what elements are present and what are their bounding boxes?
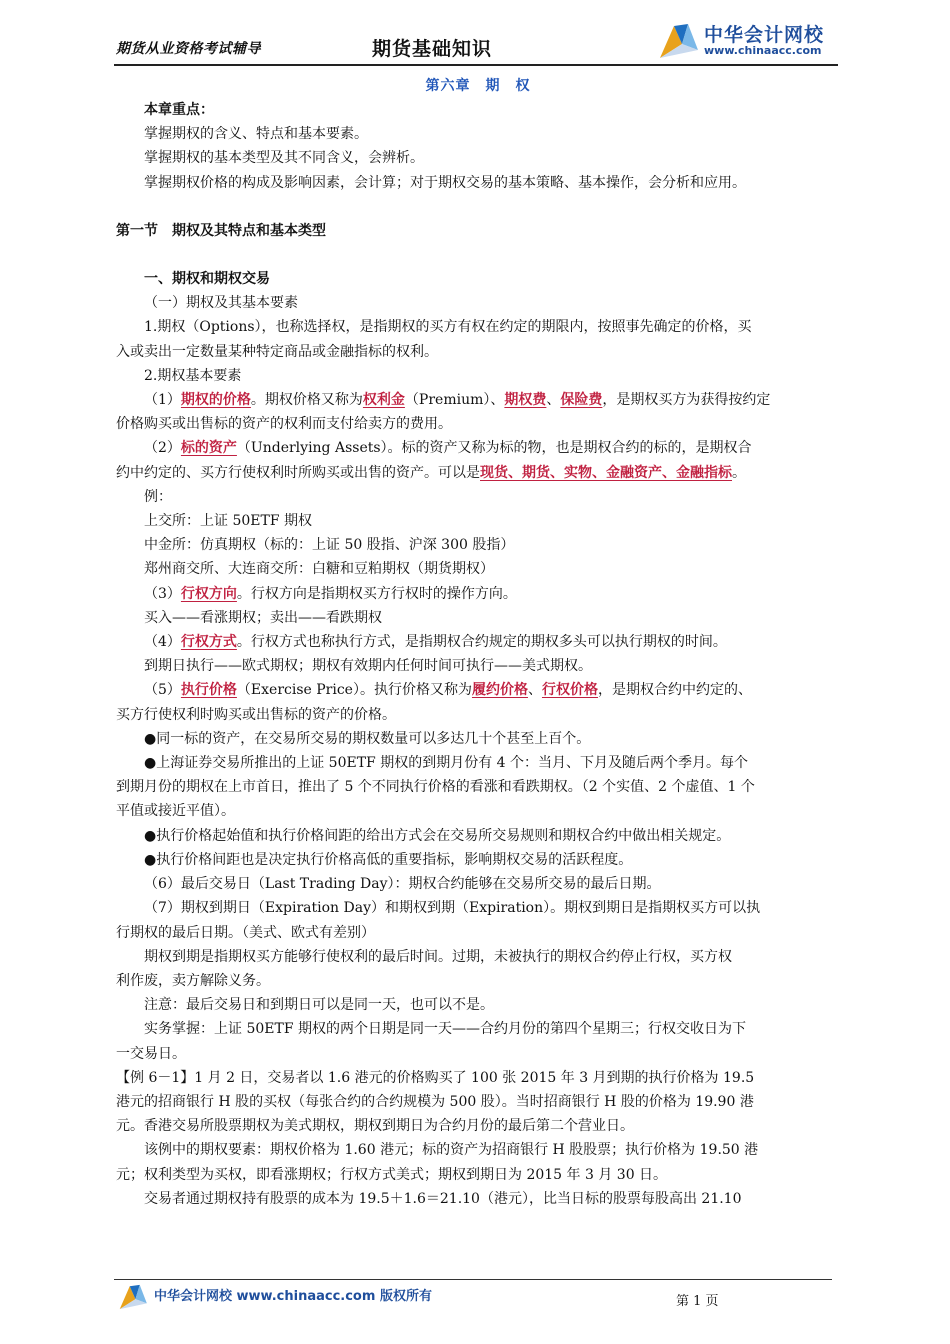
page-number: 第 1 页 xyxy=(676,1294,719,1309)
paragraph-line: 入或卖出一定数量某种特定商品或金融指标的权利。 xyxy=(116,343,438,360)
key-point: 掌握期权价格的构成及影响因素，会计算；对于期权交易的基本策略、基本操作，会分析和应用。 xyxy=(144,174,746,191)
keyword: 期权的价格 xyxy=(180,392,251,409)
keyword: 标的资产 xyxy=(180,440,237,457)
element-2-line: （2）标的资产（Underlying Assets）。标的资产又称为标的物，也是期权合约的标的，是期权合 xyxy=(144,440,752,457)
paragraph-line: 期权到期是指期权买方能够行使权利的最后时间。过期，未被执行的期权合约停止行权，买方权 xyxy=(144,948,732,965)
keyword: 期权费 xyxy=(504,392,547,409)
note-line: 注意：最后交易日和到期日可以是同一天，也可以不是。 xyxy=(144,997,494,1014)
example-line: 郑州商交所、大连商交所：白糖和豆粕期权（期货期权） xyxy=(144,561,494,578)
paragraph-line: 实务掌握：上证 50ETF 期权的两个日期是同一天——合约月份的第四个星期三；行权交收日为下 xyxy=(144,1021,746,1038)
section-title: 第一节 期权及其特点和基本类型 xyxy=(116,222,326,239)
bullet-line: ●执行价格起始值和执行价格间距的给出方式会在交易所交易规则和期权合约中做出相关规定。 xyxy=(144,827,731,844)
example-label: 例： xyxy=(144,488,172,505)
keyword: 行权方向 xyxy=(180,585,237,602)
header-divider xyxy=(114,64,838,66)
header-logo-url: www.chinaacc.com xyxy=(704,44,822,57)
keyword: 保险费 xyxy=(560,392,603,409)
element-5-line: （5）执行价格（Exercise Price）。执行价格又称为履约价格、行权价格，是期权合约中约定的、 xyxy=(144,682,752,699)
element-1-line: 价格购买或出售标的资产的权利而支付给卖方的费用。 xyxy=(116,416,452,433)
subsection-subtitle: （一）期权及其基本要素 xyxy=(144,295,298,312)
paragraph-line: 该例中的期权要素：期权价格为 1.60 港元；标的资产为招商银行 H 股股票；执行价格为 19.50 港 xyxy=(144,1142,759,1159)
keyword: 行权价格 xyxy=(541,682,598,699)
page-header xyxy=(114,18,838,66)
element-6-line: （6）最后交易日（Last Trading Day）：期权合约能够在交易所交易的最后日期。 xyxy=(144,876,661,893)
element-4-note: 到期日执行——欧式期权；期权有效期内任何时间可执行——美式期权。 xyxy=(144,658,592,675)
bullet-line: ●同一标的资产，在交易所交易的期权数量可以多达几十个甚至上百个。 xyxy=(144,730,591,747)
subsection-title: 一、期权和期权交易 xyxy=(144,271,270,288)
footer-divider xyxy=(114,1279,832,1280)
element-3-note: 买入——看涨期权；卖出——看跌期权 xyxy=(144,609,382,626)
chinaacc-logo-icon xyxy=(118,1282,150,1312)
bullet-line: 到期月份的期权在上市首日，推出了 5 个不同执行价格的看涨和看跌期权。（2 个实值、2 个虚值、1 个 xyxy=(116,779,755,796)
element-7-line: 行期权的最后日期。（美式、欧式有差别） xyxy=(116,924,375,941)
element-5-line: 买方行使权利时购买或出售标的资产的价格。 xyxy=(116,706,396,723)
element-2-line: 约中约定的、买方行使权利时所购买或出售的资产。可以是现货、期货、实物、金融资产、金融指标。 xyxy=(116,464,746,481)
bullet-line: 平值或接近平值）。 xyxy=(116,803,235,820)
chapter-title: 第六章 期 权 xyxy=(425,78,531,94)
keyword: 现货、期货、实物、金融资产、金融指标 xyxy=(480,464,732,481)
example-6-1-line: 【例 6－1】1 月 2 日，交易者以 1.6 港元的价格购买了 100 张 2015 年 3 月到期的执行价格为 19.5 xyxy=(116,1069,755,1086)
example-6-1-line: 元。香港交易所股票期权为美式期权，期权到期日为合约月份的最后第二个营业日。 xyxy=(116,1118,634,1135)
header-logo xyxy=(658,18,838,64)
element-3-line: （3）行权方向。行权方向是指期权买方行权时的操作方向。 xyxy=(144,585,517,602)
key-point: 掌握期权的基本类型及其不同含义，会辨析。 xyxy=(144,150,424,167)
document-body xyxy=(116,74,840,1211)
key-points-title: 本章重点： xyxy=(144,102,214,118)
element-7-line: （7）期权到期日（Expiration Day）和期权到期（Expiration）。期权到期日是指期权买方可以执 xyxy=(144,900,761,917)
page-footer xyxy=(114,1276,838,1316)
header-course: 期货从业资格考试辅导 xyxy=(116,41,261,57)
keyword: 行权方式 xyxy=(180,634,237,651)
paragraph-line: 一交易日。 xyxy=(116,1045,186,1062)
bullet-line: ●上海证券交易所推出的上证 50ETF 期权的到期月份有 4 个：当月、下月及随后两个季月。每个 xyxy=(144,755,749,772)
header-subject: 期货基础知识 xyxy=(372,38,493,60)
footer-copyright: 中华会计网校 www.chinaacc.com 版权所有 xyxy=(154,1289,432,1304)
example-line: 中金所：仿真期权（标的：上证 50 股指、沪深 300 股指） xyxy=(144,537,515,554)
element-4-line: （4）行权方式。行权方式也称执行方式，是指期权合约规定的期权多头可以执行期权的时间。 xyxy=(144,634,727,651)
example-6-1-line: 港元的招商银行 H 股的买权（每张合约的合约规模为 500 股）。当时招商银行 H 股的价格为 19.90 港 xyxy=(116,1093,754,1110)
paragraph-line: 2.期权基本要素 xyxy=(144,367,242,384)
key-point: 掌握期权的含义、特点和基本要素。 xyxy=(144,126,368,143)
keyword: 执行价格 xyxy=(180,682,237,699)
paragraph-line: 元；权利类型为买权，即看涨期权；行权方式美式；期权到期日为 2015 年 3 月 30 日。 xyxy=(116,1166,668,1183)
paragraph-line: 交易者通过期权持有股票的成本为 19.5＋1.6＝21.10（港元），比当日标的股票每股高出 21.10 xyxy=(144,1190,742,1207)
paragraph-line: 利作废，卖方解除义务。 xyxy=(116,972,270,989)
keyword: 权利金 xyxy=(362,392,405,409)
bullet-line: ●执行价格间距也是决定执行价格高低的重要指标，影响期权交易的活跃程度。 xyxy=(144,851,633,868)
header-logo-name: 中华会计网校 xyxy=(704,24,825,46)
element-1-line: （1）期权的价格。期权价格又称为权利金（Premium）、期权费、保险费，是期权买方为获得按约定 xyxy=(144,392,771,409)
keyword: 履约价格 xyxy=(471,682,528,699)
paragraph-line: 1.期权（Options），也称选择权，是指期权的买方有权在约定的期限内，按照事先确定的价格，买 xyxy=(144,319,752,336)
example-line: 上交所：上证 50ETF 期权 xyxy=(144,513,312,530)
chinaacc-logo-icon xyxy=(658,20,702,62)
